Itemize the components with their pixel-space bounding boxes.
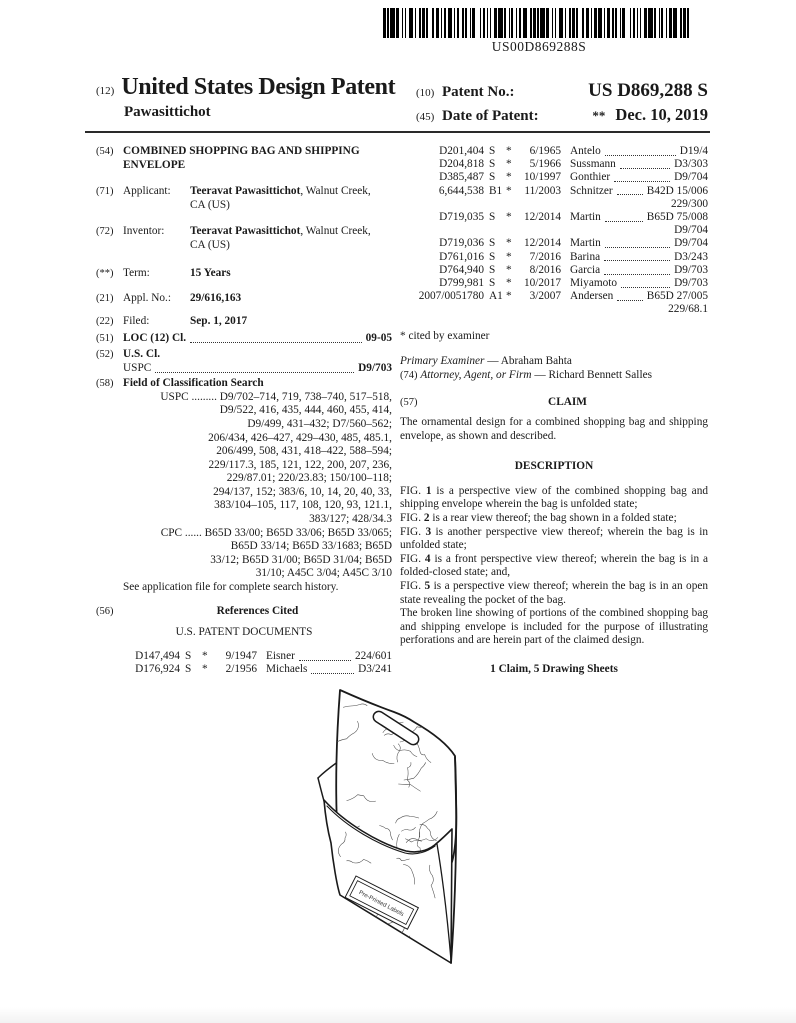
applicant-name: Teeravat Pawasittichot [190, 185, 301, 198]
search-class-line: 31/10; A45C 3/04; A45C 3/10 [255, 567, 392, 580]
ref-class-continuation: 229/68.1 [668, 303, 708, 316]
ref-date: 6/1965 [529, 145, 561, 157]
ref-class: D9/703 [674, 277, 708, 290]
cited-by-examiner-note: * cited by examiner [400, 329, 490, 342]
description-text: is another perspective view thereof; wherein the bag is in unfolded state; [400, 525, 708, 552]
header-left [96, 74, 426, 121]
appl-no-label: Appl. No.: [123, 292, 172, 305]
search-class-line: D9/522, 416, 435, 444, 460, 455, 414, [219, 404, 392, 417]
search-class-line: 206/434, 426–427, 429–430, 485, 485.1, [208, 431, 392, 444]
ref-number: D204,818 [439, 158, 484, 171]
primary-examiner-line [400, 355, 708, 369]
ref-number: 2007/0051780 [418, 290, 484, 303]
inventor-value [190, 225, 392, 252]
ref-date: 12/2014 [523, 237, 561, 250]
ref-name: Barina [570, 250, 601, 263]
shipping-label-text: Pre-Printed Labels [357, 889, 405, 918]
date-of-patent-value: Dec. 10, 2019 [615, 105, 708, 124]
description-paragraph [400, 553, 708, 580]
crinkle-line [433, 698, 438, 722]
barcode [383, 8, 695, 55]
field-tag: (72) [96, 226, 114, 238]
field-tag: (52) [96, 348, 114, 360]
ref-name: Eisner [266, 649, 295, 662]
reference-row [400, 145, 708, 158]
field-54-title [96, 145, 392, 172]
description-text: FIG. [400, 525, 426, 538]
loc-label: LOC (12) Cl. [123, 332, 187, 345]
term-value: 15 Years [190, 266, 231, 279]
cpc-search-lines [123, 527, 392, 581]
ref-star: * [506, 250, 512, 263]
ref-number: D176,924 [135, 663, 180, 676]
ref-date: 2/1956 [225, 663, 257, 676]
dot-leader [605, 155, 676, 156]
description-paragraph [400, 607, 708, 648]
dot-leader [621, 287, 670, 288]
search-class-line: USPC ......... D9/702–714, 719, 738–740, 517–518, [160, 390, 392, 403]
field-71-applicant [96, 185, 392, 212]
ref-name: Schnitzer [570, 184, 613, 197]
filed-value: Sep. 1, 2017 [190, 314, 248, 327]
field-tag: (58) [96, 378, 114, 390]
dot-leader [604, 274, 670, 275]
ref-name: Martin [570, 237, 601, 250]
ref-name: Martin [570, 211, 601, 224]
description-text: 4 [424, 552, 431, 565]
references-table-right [400, 145, 708, 317]
ref-number: 6,644,538 [438, 184, 484, 197]
reference-row [400, 277, 708, 290]
ref-kind: A1 [489, 290, 503, 303]
right-column [400, 145, 708, 677]
ref-number: D719,035 [439, 211, 484, 224]
description-text: FIG. [400, 484, 426, 497]
figure-1-drawing [278, 668, 612, 1012]
description-text: is a front perspective view thereof; wherein the bag is in a folded-closed state; and, [400, 552, 708, 579]
uspc-label: USPC [123, 361, 152, 374]
ref-date: 9/1947 [225, 649, 257, 662]
filed-label: Filed: [123, 314, 150, 327]
appl-no-value: 29/616,163 [190, 292, 242, 305]
references-cited-heading: References Cited [216, 604, 299, 617]
dot-leader [617, 194, 643, 195]
ref-name: Michaels [266, 663, 308, 676]
ref-kind: B1 [489, 184, 503, 197]
applicant-value [190, 185, 392, 212]
description-text: 3 [425, 525, 432, 538]
ref-number: D719,036 [439, 237, 484, 250]
reference-row [400, 264, 708, 277]
description-text: The broken line showing of portions of the combined shopping bag and shipping envelope is included for the purpose of illustrating perforations and are herein part of the claimed design. [400, 607, 708, 647]
us-patent-documents-heading: U.S. PATENT DOCUMENTS [175, 626, 313, 639]
description-text: 1 [425, 484, 432, 497]
ref-name: Gonthier [570, 171, 611, 184]
patent-no-label: Patent No.: [442, 84, 515, 100]
ref-class: D19/4 [679, 145, 708, 157]
dot-leader [614, 181, 670, 182]
ref-date: 11/2003 [524, 184, 561, 197]
search-class-line: 383/104–105, 117, 108, 120, 93, 121.1, [214, 499, 392, 512]
ref-class: D3/241 [358, 663, 392, 676]
ref-number: D761,016 [439, 250, 484, 263]
ref-kind: S [489, 250, 496, 263]
search-class-line: CPC ...... B65D 33/00; B65D 33/06; B65D 33/065; [160, 526, 392, 539]
us-cl-label: U.S. Cl. [123, 347, 161, 360]
description-text: 2 [423, 511, 430, 524]
description-heading: DESCRIPTION [514, 460, 594, 473]
field-tag: (56) [96, 605, 114, 617]
dot-leader [605, 221, 643, 222]
ref-class: B42D 15/006 [646, 184, 708, 197]
search-class-line: 229/87.01; 220/23.83; 150/100–118; [226, 472, 392, 485]
ref-date: 10/1997 [523, 171, 561, 184]
ref-kind: S [489, 237, 496, 250]
reference-row [400, 237, 708, 250]
ref-star: * [506, 263, 512, 276]
inventor-surname: Pawasittichot [124, 104, 211, 120]
field-52-us-cl [96, 348, 392, 375]
description-paragraph [400, 526, 708, 553]
search-class-line: 229/117.3, 185, 121, 122, 200, 207, 236, [208, 458, 392, 471]
barcode-text: US00D869288S [491, 39, 587, 54]
search-class-line: 294/137, 152; 383/6, 10, 14, 20, 40, 33, [213, 485, 392, 498]
reference-row [400, 185, 708, 198]
inventor-label: Inventor: [123, 225, 165, 238]
ref-date: 10/2017 [523, 277, 561, 290]
ref-class: D3/303 [674, 158, 708, 171]
header-tag-45: (45) [416, 111, 435, 123]
patent-no-value: US D869,288 S [588, 80, 708, 101]
ref-kind: S [489, 171, 496, 184]
description-paragraph [400, 512, 708, 526]
crinkle-line [390, 936, 410, 947]
barcode-bar [687, 8, 688, 38]
attorney-name: — Richard Bennett Salles [531, 368, 652, 381]
ref-date: 3/2007 [529, 290, 561, 303]
search-class-line: 383/127; 428/34.3 [309, 513, 392, 526]
ref-star: * [506, 290, 512, 303]
ref-star: * [202, 649, 208, 662]
field-of-search-label: Field of Classification Search [123, 377, 264, 390]
description-text: is a perspective view of the combined shopping bag and shipping envelope wherein the bag is unfolded state; [400, 484, 708, 511]
ref-class-continuation: D9/704 [674, 224, 708, 237]
field-tag: (57) [400, 397, 418, 409]
ref-name: Antelo [570, 145, 601, 157]
field-21-appl-no [96, 292, 392, 306]
ref-class: B65D 75/008 [646, 211, 708, 224]
ref-kind: S [185, 663, 192, 676]
ref-kind: S [489, 145, 496, 157]
ref-star: * [506, 211, 512, 224]
crinkle-line [354, 936, 366, 957]
claim-heading-row [400, 396, 708, 410]
ref-class: 224/601 [354, 649, 392, 662]
description-text: FIG. [400, 552, 425, 565]
field-51-loc [96, 332, 392, 346]
field-72-inventor [96, 225, 392, 252]
term-label: Term: [123, 266, 150, 279]
field-tag: (71) [96, 186, 114, 198]
description-text: is a perspective view thereof; wherein the bag is in an open state revealing the pocket of the bag. [400, 579, 708, 606]
left-column [96, 145, 392, 676]
header-tag-10: (10) [416, 87, 435, 99]
description-paragraph [400, 580, 708, 607]
dot-leader [605, 247, 670, 248]
field-tag: (**) [96, 267, 114, 279]
ref-number: D201,404 [439, 145, 484, 157]
field-58-search [96, 377, 392, 595]
field-56-references [96, 605, 392, 619]
header-rule [85, 131, 710, 133]
ref-number: D764,940 [439, 263, 484, 276]
ref-date: 12/2014 [523, 211, 561, 224]
claim-heading: CLAIM [548, 396, 587, 409]
ref-number: D799,981 [439, 277, 484, 290]
ref-star: * [202, 663, 208, 676]
reference-row [400, 171, 708, 184]
description-text: FIG. [400, 579, 425, 592]
field-tag: (54) [96, 146, 114, 157]
ref-name: Andersen [570, 290, 614, 303]
description-text: is a rear view thereof; the bag shown in a folded state; [429, 511, 677, 524]
header-tag-12: (12) [96, 85, 115, 97]
field-tag: (21) [96, 293, 114, 305]
dot-leader [155, 372, 354, 373]
ref-class: D9/704 [674, 171, 708, 184]
ref-date: 5/1966 [529, 158, 561, 171]
ref-name: Miyamoto [570, 277, 618, 290]
applicant-location: , Walnut Creek, [300, 185, 371, 198]
description-paragraphs [400, 485, 708, 648]
crinkle-line [431, 704, 446, 717]
primary-examiner-label: Primary Examiner [400, 355, 485, 368]
ref-kind: S [489, 277, 496, 290]
ref-kind: S [185, 649, 192, 662]
ref-star: * [506, 171, 512, 184]
reference-row [400, 211, 708, 224]
ref-date: 7/2016 [529, 250, 561, 263]
ref-date: 8/2016 [529, 263, 561, 276]
barcode-bars [383, 8, 695, 38]
ref-name: Sussmann [570, 158, 616, 171]
ref-number: D147,494 [135, 649, 180, 662]
ref-star: * [506, 145, 512, 157]
ref-class: D9/703 [674, 263, 708, 276]
primary-examiner-name: — Abraham Bahta [484, 355, 572, 368]
shopping-bag-envelope-illustration [278, 668, 612, 1012]
ref-kind: S [489, 263, 496, 276]
uspc-value: D9/703 [358, 361, 392, 374]
search-class-line: 206/499, 508, 431, 418–422, 588–594; [216, 445, 392, 458]
header-right [416, 80, 708, 128]
applicant-label: Applicant: [123, 185, 171, 198]
dot-leader [299, 660, 351, 661]
claim-text: The ornamental design for a combined shopping bag and shipping envelope, as shown and described. [400, 416, 708, 442]
date-of-patent-label: Date of Patent: [442, 108, 539, 124]
search-class-line: 33/12; B65D 31/00; B65D 31/04; B65D [210, 553, 392, 566]
ref-kind: S [489, 158, 496, 171]
inventor-country: CA (US) [190, 238, 230, 251]
ref-class-continuation: 229/300 [670, 197, 708, 210]
attorney-line [400, 369, 708, 383]
loc-value: 09-05 [365, 332, 392, 345]
ref-class: D9/704 [674, 237, 708, 250]
dot-leader [604, 260, 670, 261]
dot-leader [190, 342, 362, 343]
field-tag: (22) [96, 315, 114, 327]
search-class-line: B65D 33/14; B65D 33/1683; B65D [230, 540, 392, 553]
ref-number: D385,487 [439, 171, 484, 184]
inventor-name: Teeravat Pawasittichot [190, 225, 301, 238]
field-tag: (51) [96, 333, 114, 345]
ref-star: * [506, 184, 512, 197]
description-paragraph [400, 485, 708, 512]
ref-kind: S [489, 211, 496, 224]
description-text: 5 [424, 579, 431, 592]
reference-row [400, 251, 708, 264]
date-stars: ** [592, 108, 606, 123]
ref-star: * [506, 158, 512, 171]
inventor-location: , Walnut Creek, [300, 225, 371, 238]
reference-row [400, 158, 708, 171]
ref-name: Garcia [570, 263, 601, 276]
dot-leader [617, 300, 643, 301]
applicant-country: CA (US) [190, 198, 230, 211]
reference-row [400, 290, 708, 303]
description-text: FIG. [400, 511, 424, 524]
attorney-label: Attorney, Agent, or Firm [420, 368, 532, 381]
ref-star: * [506, 237, 512, 250]
search-class-line: D9/499, 431–432; D7/560–562; [247, 417, 392, 430]
field-term [96, 267, 392, 281]
field-tag: (74) [400, 369, 418, 381]
uspc-search-lines [123, 391, 392, 527]
invention-title: COMBINED SHOPPING BAG AND SHIPPING ENVELOPE [123, 145, 360, 171]
claims-sheets-footer: 1 Claim, 5 Drawing Sheets [490, 662, 618, 675]
document-title: United States Design Patent [121, 74, 396, 100]
ref-class: B65D 27/005 [646, 290, 708, 303]
reference-row [118, 650, 392, 663]
search-history-note: See application file for complete search history. [123, 581, 339, 594]
dot-leader [620, 168, 670, 169]
ref-class: D3/243 [674, 250, 708, 263]
field-22-filed [96, 315, 392, 329]
ref-star: * [506, 277, 512, 290]
